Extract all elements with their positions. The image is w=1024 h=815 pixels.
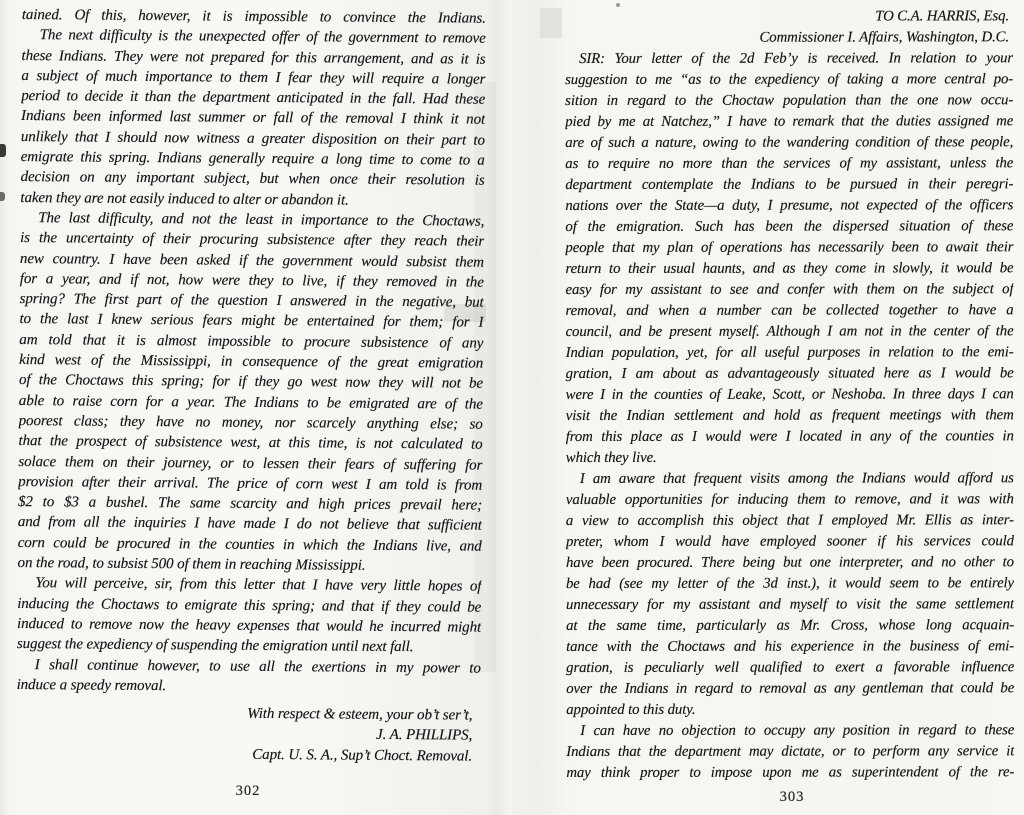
text-line: a subject of much importance to them I fear they will require a longer <box>21 67 486 88</box>
text-line: spring? The first part of the question I answered in the negative, but <box>19 291 484 311</box>
text-line: With respect & esteem, your ob’t ser’t, <box>247 705 473 724</box>
text-line: which they live. <box>565 449 657 466</box>
text-line: tance with the Choctaws and his experience in the business of emi- <box>566 638 1015 655</box>
text-line: at the same time, particularly as Mr. Cross, whose long acquain- <box>566 617 1015 634</box>
signature-block <box>16 702 480 767</box>
paragraph-block <box>17 573 482 658</box>
text-line: are of such a nature, owing to the wandering condition of these people, <box>565 134 1014 151</box>
text-line: appointed to this duty. <box>566 701 696 718</box>
text-line: The last difficulty, and not the least in importance to the Choctaws, <box>38 210 485 230</box>
text-line: gration, I am about as advantageously situated here as I would be <box>565 365 1014 382</box>
text-line: have been procured. There being but one interpreter, and no other to <box>565 554 1014 571</box>
text-line: unlikely that I should now witness a greater disposition on their part to <box>20 128 485 149</box>
text-line: provision after their arrival. The price of corn west I am told is from <box>18 473 483 494</box>
text-line: suggestion to me “as to the expediency of taking a more central po- <box>565 71 1014 88</box>
left-page-text <box>16 5 486 767</box>
text-line: Commissioner I. Affairs, Washington, D.C. <box>759 29 1010 46</box>
text-line: sition in regard to the Choctaw population than the one now occu- <box>565 92 1014 109</box>
text-line: department contemplate the Indians to be pursued in their peregri- <box>565 176 1014 193</box>
paragraph-block <box>566 720 1014 784</box>
text-line: J. A. PHILLIPS, <box>376 727 473 744</box>
text-line: easy for my assistant to see and confer with them on the subject of <box>565 281 1014 298</box>
page-number-right: 303 <box>779 789 805 805</box>
text-line: of the emigration. Such has been the dispersed situation of these <box>565 218 1014 235</box>
text-line: a view to accomplish this object that I employed Mr. Ellis as inter- <box>565 512 1014 529</box>
text-line: nations over the State—a duty, I presume, not expected of the officers <box>565 197 1014 214</box>
text-line: from this place as I would were I located in any of the counties in <box>565 428 1014 445</box>
text-line: gration, is peculiarly well qualified to exert a favorable influence <box>566 659 1015 676</box>
text-line: to the last I knew serious fears might be entertained for them; for I <box>19 311 484 332</box>
text-line: visit the Indian settlement and hold as frequent meetings with them <box>565 407 1014 424</box>
text-line: I can have no objection to occupy any position in regard to these <box>580 722 1015 739</box>
paragraph-block <box>20 25 485 211</box>
text-line: inducing the Choctaws to emigrate this spring; and that if they could be <box>17 595 482 616</box>
text-line: Indians been informed last summer or fall of the removal I think it not <box>21 108 486 129</box>
text-line: I shall continue however, to use all the exertions in my power to <box>34 656 481 677</box>
text-line: on the road, to subsist 500 of them in reaching Mississippi. <box>17 555 366 574</box>
text-line: SIR: Your letter of the 2d Feb’y is received. In relation to your <box>579 50 1014 67</box>
page-number-left: 302 <box>235 783 261 799</box>
text-line: be had (see my letter of the 3d inst.), it would seem to be entirely <box>565 575 1015 592</box>
text-line: council, and be present myself. Although I am not in the center of the <box>565 323 1014 340</box>
text-line: poorest class; they have no money, nor scarcely anything else; so <box>18 412 483 433</box>
text-line: pied by me at Natchez,” I have to remark that the duties assigned me <box>565 113 1014 130</box>
text-line: for a year, and if not, how were they to live, if they removed in the <box>19 270 484 291</box>
text-line: able to raise corn for a year. The Indians to be emigrated are of the <box>18 392 483 413</box>
text-line: these Indians. They were not prepared for this arrangement, and as it is <box>21 47 486 68</box>
text-line: emigrate this spring. Indians generally require a long time to come to a <box>20 149 485 169</box>
text-line: and from all the inquiries I have made I do not believe that sufficient <box>17 514 482 535</box>
text-line: period to decide it than the department anticipated in the fall. Had these <box>21 88 486 108</box>
text-line: corn could be procured in the counties in which the Indians live, and <box>17 534 482 555</box>
text-line: new country. I have been asked if the government would subsist them <box>19 250 485 271</box>
text-line: induce a speedy removal. <box>16 676 167 694</box>
text-line: were I in the counties of Leake, Scott, or Neshoba. In three days I can <box>565 386 1014 403</box>
text-line: as to require no more than the services of my assistant, unless the <box>565 155 1014 172</box>
text-line: return to their usual haunts, and as they come in slowly, it would be <box>565 260 1014 277</box>
text-line: am told that it is almost impossible to procure subsistence of any <box>19 331 484 352</box>
right-page-text <box>565 6 1014 784</box>
paragraph-block <box>17 655 481 699</box>
heading-block <box>565 6 1013 49</box>
text-line: valuable opportunities for inducing them to remove, and it was with <box>565 491 1014 508</box>
text-line: solace them on their journey, or to lessen their fears of suffering for <box>18 453 483 474</box>
text-line: $2 to $3 a bushel. The same scarcity and high prices prevail here; <box>17 494 483 514</box>
text-line: Indians that the department may dictate, or to perform any service it <box>566 743 1015 760</box>
paragraph-block <box>17 208 484 577</box>
text-line: may think proper to impose upon me as superintendent of the re- <box>566 764 1015 781</box>
text-line: over the Indians in regard to removal as any gentleman that could be <box>566 680 1015 697</box>
text-line: I am aware that frequent visits among the Indians would afford us <box>579 470 1014 487</box>
text-line: induced to remove now the heavy expenses that would he incurred might <box>17 615 482 636</box>
text-line: decision on any important subject, but when once their resolution is <box>20 169 485 190</box>
text-line: The next difficulty is the unexpected offer of the government to remove <box>39 27 486 47</box>
text-line: people that my plan of operations has necessarily been to await their <box>565 239 1014 256</box>
text-line: Indian population, yet, for all useful purposes in relation to the emi- <box>565 344 1014 361</box>
text-line: of the Choctaws this spring; for if they go west now they will not be <box>18 372 484 392</box>
text-line: preter, whom I would have employed sooner if his services could <box>565 533 1014 550</box>
text-line: kind west of the Mississippi, in consequence of the great emigration <box>19 352 484 372</box>
text-line: is the uncertainty of their procuring subsistence after they reach their <box>20 230 485 250</box>
text-line: that the prospect of subsistence west, at this time, is not calculated to <box>18 433 483 453</box>
paragraph-block <box>565 48 1014 469</box>
text-line: suggest the expediency of suspending the emigration until next fall. <box>16 636 414 656</box>
text-line: tained. Of this, however, it is impossible to convince the Indians. <box>21 7 486 27</box>
paragraph-block <box>566 468 1014 721</box>
text-line: TO C.A. HARRIS, Esq. <box>875 8 1010 25</box>
text-line: You will perceive, sir, from this letter that I have very little hopes of <box>35 575 482 595</box>
text-line: taken they are not easily induced to alter or abandon it. <box>20 189 349 209</box>
text-line: Capt. U. S. A., Sup’t Choct. Removal. <box>252 746 473 765</box>
text-line: removal, and when a number can be collected together to have a <box>565 302 1014 319</box>
text-line: unnecessary for my assistant and myself to visit the same settlement <box>566 596 1015 613</box>
